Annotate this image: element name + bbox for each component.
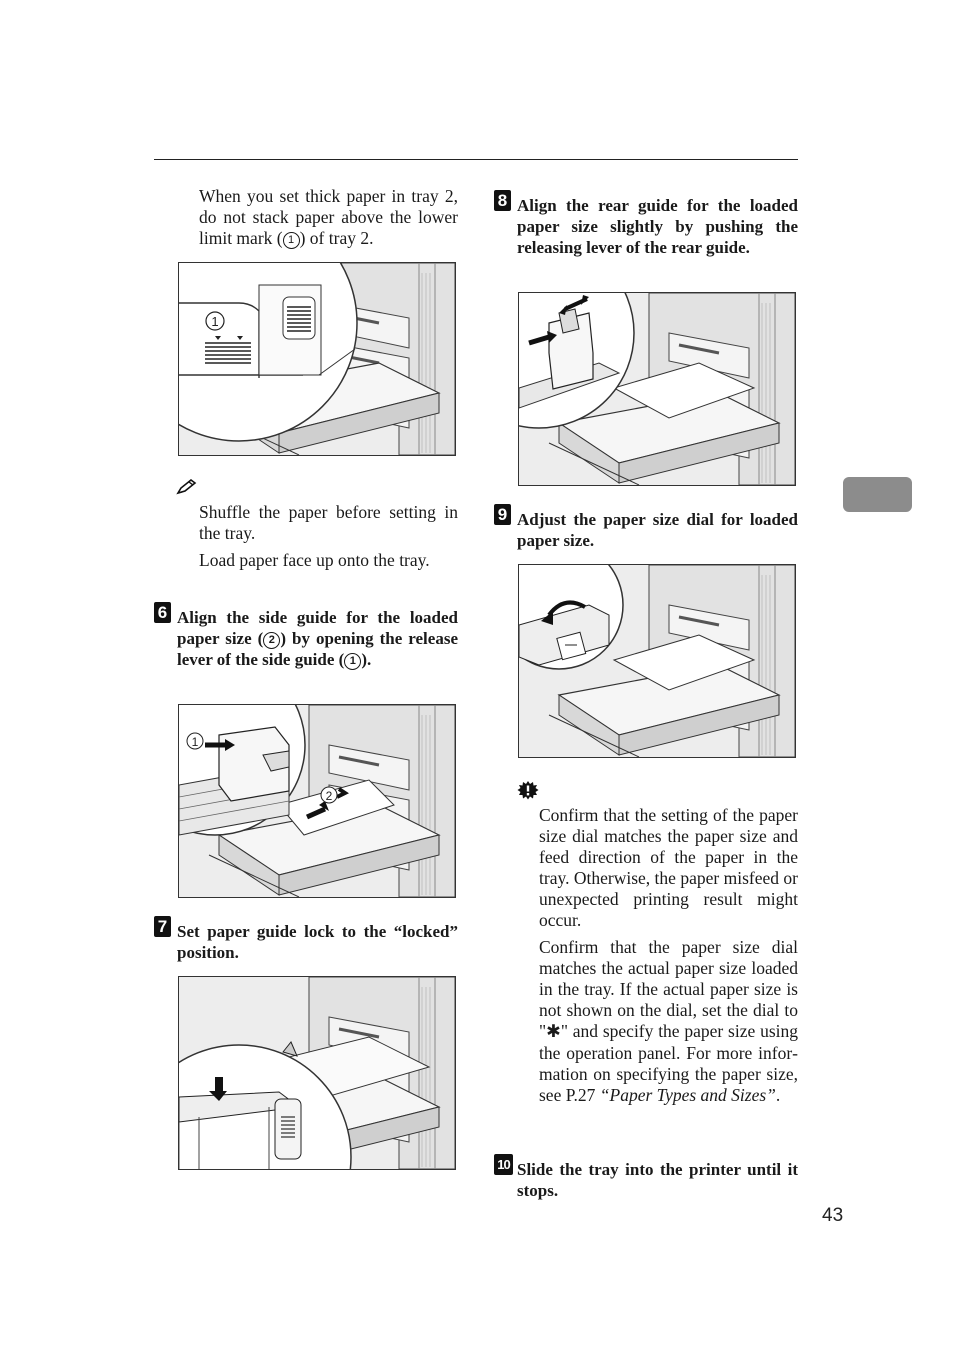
step6-text-a: Align the side guide for the loaded paper size ( bbox=[177, 608, 458, 648]
figure-side-guide bbox=[178, 704, 456, 898]
important-paragraph-1: Confirm that the setting of the paper size dial matches the paper size and feed direction of the paper in the tray. Otherwise, the paper misfeed or unexpected printing result might occur. bbox=[539, 805, 798, 930]
figure-callout-2: 2 bbox=[325, 789, 333, 803]
step-7-instruction: Set paper guide lock to the “locked” position. bbox=[177, 922, 458, 962]
important-text-b: " and specify the paper size using the operation panel. For more information on specifying the paper size, see P.27 bbox=[539, 1021, 798, 1105]
header-rule bbox=[154, 159, 798, 160]
callout-mark: 1 bbox=[344, 653, 361, 670]
note-item: Load paper face up onto the tray. bbox=[199, 550, 430, 570]
limit-mark-callout: 1 bbox=[283, 232, 300, 249]
step-8-instruction: Align the rear guide for the loaded paper size slightly by pushing the releasing lever of the rear guide. bbox=[517, 196, 798, 257]
figure-rear-guide bbox=[518, 292, 796, 486]
step-9-instruction: Adjust the paper size dial for loaded paper size. bbox=[517, 510, 798, 550]
step-10-instruction: Slide the tray into the printer until it stops. bbox=[517, 1160, 798, 1200]
thick-paper-note bbox=[199, 186, 458, 249]
important-paragraph-2 bbox=[539, 937, 798, 1106]
intro-text-a: When you set thick paper in tray 2, do not stack paper above the lower limit mark ( bbox=[199, 186, 458, 248]
step-6-instruction bbox=[177, 608, 458, 670]
important-note-text bbox=[539, 805, 798, 1106]
chapter-thumb-tab bbox=[843, 477, 912, 512]
pencil-note-icon bbox=[176, 478, 198, 496]
star-symbol: ✱ bbox=[546, 1022, 561, 1042]
limit-figure-callout: 1 bbox=[211, 314, 219, 329]
important-text-end: . bbox=[775, 1085, 781, 1105]
figure-guide-lock bbox=[178, 976, 456, 1170]
important-text-a: Confirm that the paper size dial matches the actual paper size loaded in the tray. If the actual paper size is not shown on the dial, set the dial to " bbox=[539, 937, 798, 1041]
figure-lower-limit-mark bbox=[178, 262, 456, 456]
figure-callout-1: 1 bbox=[191, 735, 199, 749]
step-number: 7 bbox=[154, 916, 171, 937]
note-item: Shuffle the paper before setting in the tray. bbox=[199, 502, 458, 543]
cross-reference: “Paper Types and Sizes” bbox=[599, 1085, 776, 1105]
step-number: 8 bbox=[494, 190, 511, 211]
step-number: 6 bbox=[154, 602, 171, 623]
step-number: 10 bbox=[494, 1154, 513, 1175]
figure-size-dial bbox=[518, 564, 796, 758]
intro-text-b: ) of tray 2. bbox=[299, 228, 374, 248]
step-number: 9 bbox=[494, 504, 511, 525]
pencil-note-text bbox=[199, 502, 458, 571]
important-note-icon bbox=[517, 780, 539, 802]
callout-mark: 2 bbox=[263, 632, 280, 649]
step6-text-c: ). bbox=[361, 649, 372, 669]
page-number: 43 bbox=[822, 1205, 844, 1226]
step6-text-b: ) by opening the release lever of the side guide ( bbox=[177, 628, 458, 669]
